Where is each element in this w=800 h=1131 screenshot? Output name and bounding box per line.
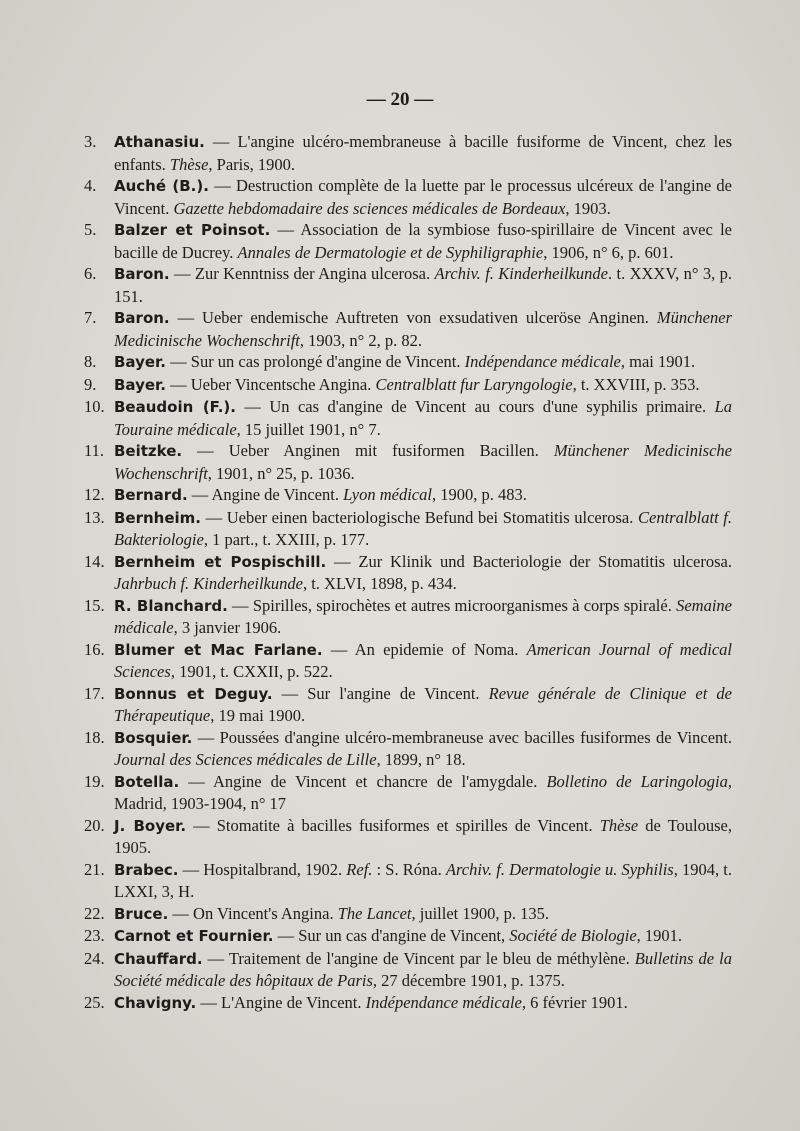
entry-text: , 27 décembre 1901, p. 1375. <box>372 971 565 990</box>
bibliography-entry <box>84 859 732 903</box>
entry-author: Brabec. <box>114 860 179 879</box>
entry-text: , 1901. <box>636 926 683 945</box>
entry-text: , 19 mai 1900. <box>210 706 306 725</box>
entry-source-title: Indépendance médicale <box>365 992 522 1012</box>
entry-text: — L'Angine de Vincent. <box>196 992 366 1012</box>
entry-author: Bruce. <box>114 904 169 923</box>
entry-author: Bernheim. <box>114 508 202 527</box>
entry-text: — Zur Klinik und Bacteriologie der Stomatitis ulcerosa. <box>326 551 732 571</box>
entry-text: , 1901, t. CXXII, p. 522. <box>170 662 333 681</box>
entry-number: 20. <box>84 815 105 835</box>
entry-author: Carnot et Fournier. <box>114 927 274 945</box>
bibliography-entry <box>84 307 732 351</box>
entry-text: — Stomatite à bacilles fusiformes et spirilles de Vincent. <box>186 815 600 835</box>
entry-number: 12. <box>84 485 105 504</box>
bibliography-entry <box>84 440 732 484</box>
entry-text: , 3 janvier 1906. <box>173 618 282 637</box>
entry-source-title: Société de Biologie <box>509 926 637 945</box>
entry-text: — An epidemie of Noma. <box>322 639 527 659</box>
entry-number: 9. <box>84 374 97 394</box>
entry-author: Bosquier. <box>114 728 193 747</box>
entry-text: — Association de la symbiose fuso-spirillaire de Vincent avec le bacille de Ducrey. <box>114 220 732 262</box>
entry-author: Beitzke. <box>114 442 183 460</box>
entry-source-title: Indépendance médicale <box>464 352 621 371</box>
entry-number: 21. <box>84 859 105 879</box>
entry-text: de Toulouse, 1905. <box>114 815 733 857</box>
entry-text: , 1901, n° 25, p. 1036. <box>207 463 355 483</box>
entry-text: — Angine de Vincent. <box>187 485 344 504</box>
entry-number: 3. <box>84 132 97 151</box>
entry-number: 10. <box>84 397 105 416</box>
entry-text: , 1903. <box>565 198 611 218</box>
entry-number: 14. <box>84 551 105 571</box>
entry-author: Balzer et Poinsot. <box>114 221 271 239</box>
entry-text: , 1904, t. LXXI, 3, H. <box>114 859 732 901</box>
bibliography-entry <box>84 771 732 815</box>
bibliography-entry <box>84 351 732 374</box>
entry-source-title: Münchener Medicinische Wochenschrift <box>114 308 732 350</box>
entry-text: — Zur Kenntniss der Angina ulcerosa. <box>169 264 435 283</box>
entry-text: — Spirilles, spirochètes et autres microorganismes à corps spiralé. <box>227 595 677 615</box>
entry-source-title: Jahrbuch f. Kinderheilkunde <box>114 574 303 593</box>
entry-source-title: La Touraine médicale <box>114 397 732 439</box>
entry-text: — Ueber Anginen mit fusiformen Bacillen. <box>182 441 554 460</box>
entry-source-title: Lyon médical <box>343 485 432 504</box>
bibliography-entry <box>84 374 732 397</box>
entry-source-title: The Lancet <box>337 903 412 923</box>
entry-author: Bonnus et Deguy. <box>114 684 273 703</box>
entry-source-title: Bolletino de Laringologia <box>546 771 728 791</box>
entry-text: , 1906, n° 6, p. 601. <box>543 242 674 262</box>
entry-text: — Sur un cas d'angine de Vincent, <box>273 926 510 945</box>
entry-number: 25. <box>84 992 105 1012</box>
bibliography-entry <box>84 683 732 727</box>
entry-number: 17. <box>84 683 105 703</box>
entry-text: , juillet 1900, p. 135. <box>411 903 549 923</box>
entry-text: — Un cas d'angine de Vincent au cours d'une syphilis primaire. <box>235 397 715 416</box>
bibliography-entry <box>84 903 732 926</box>
entry-text: , Madrid, 1903-1904, n° 17 <box>114 771 732 813</box>
entry-author: Bernheim et Pospischill. <box>114 552 327 571</box>
bibliography-entry <box>84 815 732 859</box>
entry-text: — Hospitalbrand, 1902. <box>178 859 347 879</box>
entry-author: Auché (B.). <box>114 177 209 195</box>
entry-number: 16. <box>84 639 105 659</box>
bibliography-entry <box>84 727 732 771</box>
entry-number: 8. <box>84 352 97 371</box>
entry-author: Baron. <box>114 265 170 283</box>
entry-number: 5. <box>84 220 97 239</box>
entry-author: R. Blanchard. <box>114 596 228 615</box>
bibliography-entry <box>84 639 732 683</box>
entry-text: , 1900, p. 483. <box>431 485 527 504</box>
entry-text: , 15 juillet 1901, n° 7. <box>236 419 381 439</box>
entry-source-title: Thèse <box>599 815 639 835</box>
entry-text: — Sur l'angine de Vincent. <box>272 683 489 703</box>
entry-number: 6. <box>84 264 97 283</box>
entry-text: : S. Róna. <box>372 859 446 879</box>
entry-number: 7. <box>84 308 97 327</box>
entry-text: , 6 février 1901. <box>521 992 628 1012</box>
entry-text: — Ueber einen bacteriologische Befund bei Stomatitis ulcerosa. <box>201 507 638 527</box>
bibliography-entry <box>84 948 732 992</box>
entry-source-title: Münchener Medicinische Wochenschrift <box>114 441 732 483</box>
bibliography-entry <box>84 175 732 219</box>
entry-number: 23. <box>84 926 105 945</box>
entry-source-title: Revue générale de Clinique et de Thérapeutique <box>114 683 732 725</box>
entry-source-title: Bulletins de la Société médicale des hôpitaux de Paris <box>114 948 732 990</box>
entry-author: Baron. <box>114 309 170 327</box>
entry-author: Botella. <box>114 772 180 791</box>
page-number: — 20 — <box>366 89 434 110</box>
bibliography-entry <box>84 551 732 595</box>
entry-author: J. Boyer. <box>114 816 187 835</box>
entry-author: Blumer et Mac Farlane. <box>114 640 323 659</box>
entry-text: — Ueber Vincentsche Angina. <box>166 374 376 394</box>
entry-number: 15. <box>84 595 105 615</box>
bibliography-entry <box>84 595 732 639</box>
entry-source-title: Archiv. f. Dermatologie u. Syphilis <box>445 859 674 879</box>
bibliography-entry <box>84 925 732 948</box>
entry-text: , 1 part., t. XXIII, p. 177. <box>203 530 370 549</box>
entry-text: — Traitement de l'angine de Vincent par le bleu de méthylène. <box>202 948 635 968</box>
entry-number: 18. <box>84 727 105 747</box>
entry-author: Bernard. <box>114 486 188 504</box>
entry-text: — L'angine ulcéro-membraneuse à bacille fusiforme de Vincent, chez les enfants. <box>114 132 732 174</box>
entry-number: 22. <box>84 903 105 923</box>
entry-number: 24. <box>84 948 105 968</box>
entry-source-title: Annales de Dermatologie et de Syphiligraphie <box>237 242 544 262</box>
entry-text: . t. XXXV, n° 3, p. 151. <box>114 264 733 306</box>
entry-source-title: Centralblatt fur Laryngologie <box>375 374 573 394</box>
entry-text: — Sur un cas prolongé d'angine de Vincent. <box>166 352 465 371</box>
entry-author: Bayer. <box>114 353 167 371</box>
entry-source-title: Ref. <box>346 859 373 879</box>
entry-author: Athanasiu. <box>114 133 205 151</box>
entry-text: — Poussées d'angine ulcéro-membraneuse avec bacilles fusiformes de Vincent. <box>192 727 732 747</box>
bibliography-entry <box>84 396 732 440</box>
entry-author: Chavigny. <box>114 993 197 1012</box>
entry-text: — On Vincent's Angina. <box>168 903 338 923</box>
entry-text: , Paris, 1900. <box>208 154 296 174</box>
bibliography-entry <box>84 484 732 507</box>
bibliography-entry <box>84 507 732 551</box>
entry-number: 19. <box>84 771 105 791</box>
entry-author: Chauffard. <box>114 949 203 968</box>
bibliography-entry <box>84 992 732 1015</box>
bibliography-entry <box>84 219 732 263</box>
entry-text: , 1903, n° 2, p. 82. <box>299 330 422 350</box>
entry-author: Beaudoin (F.). <box>114 398 236 416</box>
bibliography-entry <box>84 131 732 175</box>
entry-text: , 1899, n° 18. <box>376 750 466 769</box>
entry-text: — Ueber endemische Auftreten von exsudativen ulceröse Anginen. <box>169 308 657 327</box>
entry-source-title: Gazette hebdomadaire des sciences médicales de Bordeaux <box>173 198 566 218</box>
entry-source-title: Thèse <box>169 154 209 174</box>
entry-text: — Destruction complète de la luette par le processus ulcéreux de l'angine de Vincent. <box>114 176 733 218</box>
bibliography-entry <box>84 263 732 307</box>
entry-author: Bayer. <box>114 375 167 394</box>
entry-source-title: American Journal of medical Sciences <box>114 639 733 681</box>
entry-source-title: Archiv. f. Kinderheilkunde <box>434 264 608 283</box>
entry-source-title: Semaine médicale <box>114 595 732 637</box>
entry-number: 11. <box>84 441 105 460</box>
entry-text: — Angine de Vincent et chancre de l'amygdale. <box>179 771 547 791</box>
entry-text: , t. XXVIII, p. 353. <box>572 374 700 394</box>
entry-source-title: Journal des Sciences médicales de Lille <box>114 750 377 769</box>
entry-text: , t. XLVI, 1898, p. 434. <box>302 574 457 593</box>
bibliography-list <box>84 131 732 1014</box>
entry-number: 4. <box>84 176 97 195</box>
entry-text: , mai 1901. <box>620 352 696 371</box>
entry-number: 13. <box>84 507 105 527</box>
entry-source-title: Centralblatt f. Bakteriologie <box>114 507 732 549</box>
